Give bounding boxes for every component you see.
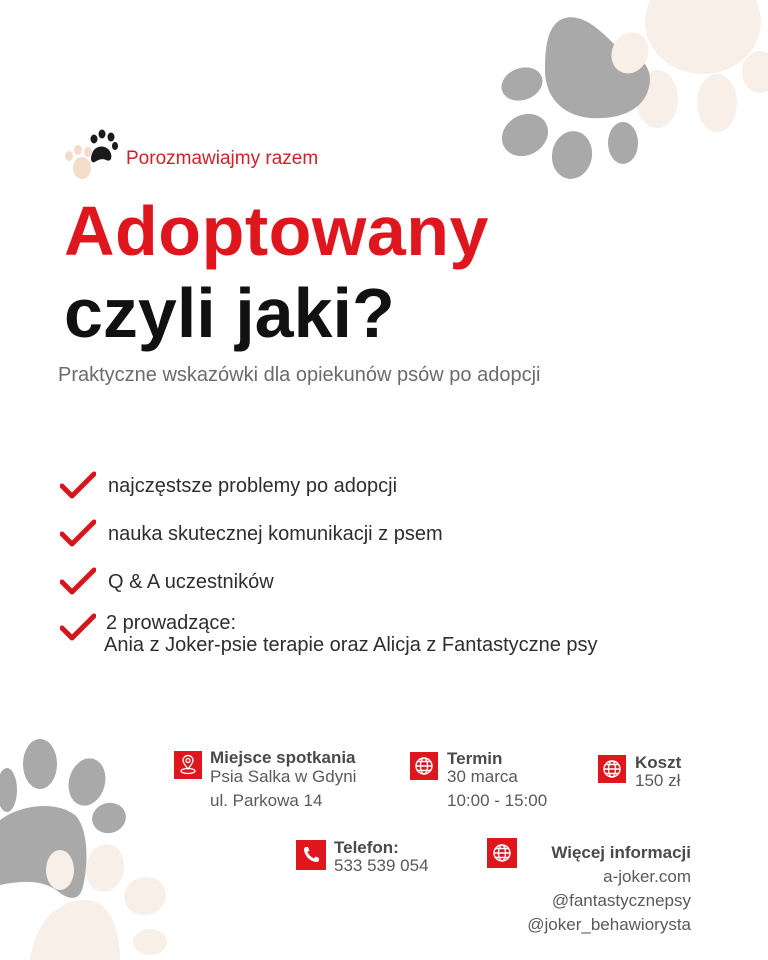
topic-text: najczęstsze problemy po adopcji <box>108 475 398 497</box>
list-item <box>60 518 443 548</box>
list-item <box>60 612 598 656</box>
checkmark-icon <box>60 612 96 642</box>
date-title: Termin <box>447 749 503 768</box>
tagline-row <box>62 126 318 182</box>
date-hours: 10:00 - 15:00 <box>447 791 548 810</box>
website-link[interactable]: a-joker.com <box>603 867 691 886</box>
topic-text: Q & A uczestników <box>108 571 274 593</box>
paw-print-icon <box>636 0 768 132</box>
topic-text: nauka skutecznej komunikacji z psem <box>108 523 443 545</box>
place-name: Psia Salka w Gdyni <box>210 767 357 786</box>
social-handle-joker[interactable]: @joker_behawiorysta <box>527 915 691 934</box>
checkmark-icon <box>60 470 96 500</box>
place-address: ul. Parkowa 14 <box>210 791 323 810</box>
globe-icon <box>487 838 517 868</box>
place-title: Miejsce spotkania <box>210 748 356 767</box>
cost-value: 150 zł <box>635 771 681 790</box>
location-pin-icon <box>174 751 202 779</box>
paw-print-icon <box>0 739 129 898</box>
cost-title: Koszt <box>635 753 682 772</box>
hosts-heading: 2 prowadzące: <box>106 612 237 634</box>
list-item <box>60 470 397 500</box>
subtitle: Praktyczne wskazówki dla opiekunów psów po adopcji <box>58 364 541 386</box>
date-day: 30 marca <box>447 767 518 786</box>
paw-print-icon <box>494 17 650 182</box>
more-info-title: Więcej informacji <box>551 843 691 862</box>
globe-icon <box>410 752 438 780</box>
tagline: Porozmawiajmy razem <box>126 148 319 169</box>
phone-icon <box>296 840 326 870</box>
title-line-2: czyli jaki? <box>64 274 395 352</box>
phone-number[interactable]: 533 539 054 <box>334 856 429 875</box>
paw-print-icon <box>30 841 170 960</box>
list-item <box>60 566 274 596</box>
hosts-names: Ania z Joker-psie terapie oraz Alicja z Fantastyczne psy <box>104 634 598 656</box>
checkmark-icon <box>60 566 96 596</box>
title-line-1: Adoptowany <box>64 192 489 270</box>
checkmark-icon <box>60 518 96 548</box>
topic-text <box>106 612 598 656</box>
social-handle-fantastycznepsy[interactable]: @fantastycznepsy <box>551 891 691 910</box>
globe-icon <box>598 755 626 783</box>
paw-prints-icon <box>62 126 120 182</box>
phone-title: Telefon: <box>334 838 399 857</box>
